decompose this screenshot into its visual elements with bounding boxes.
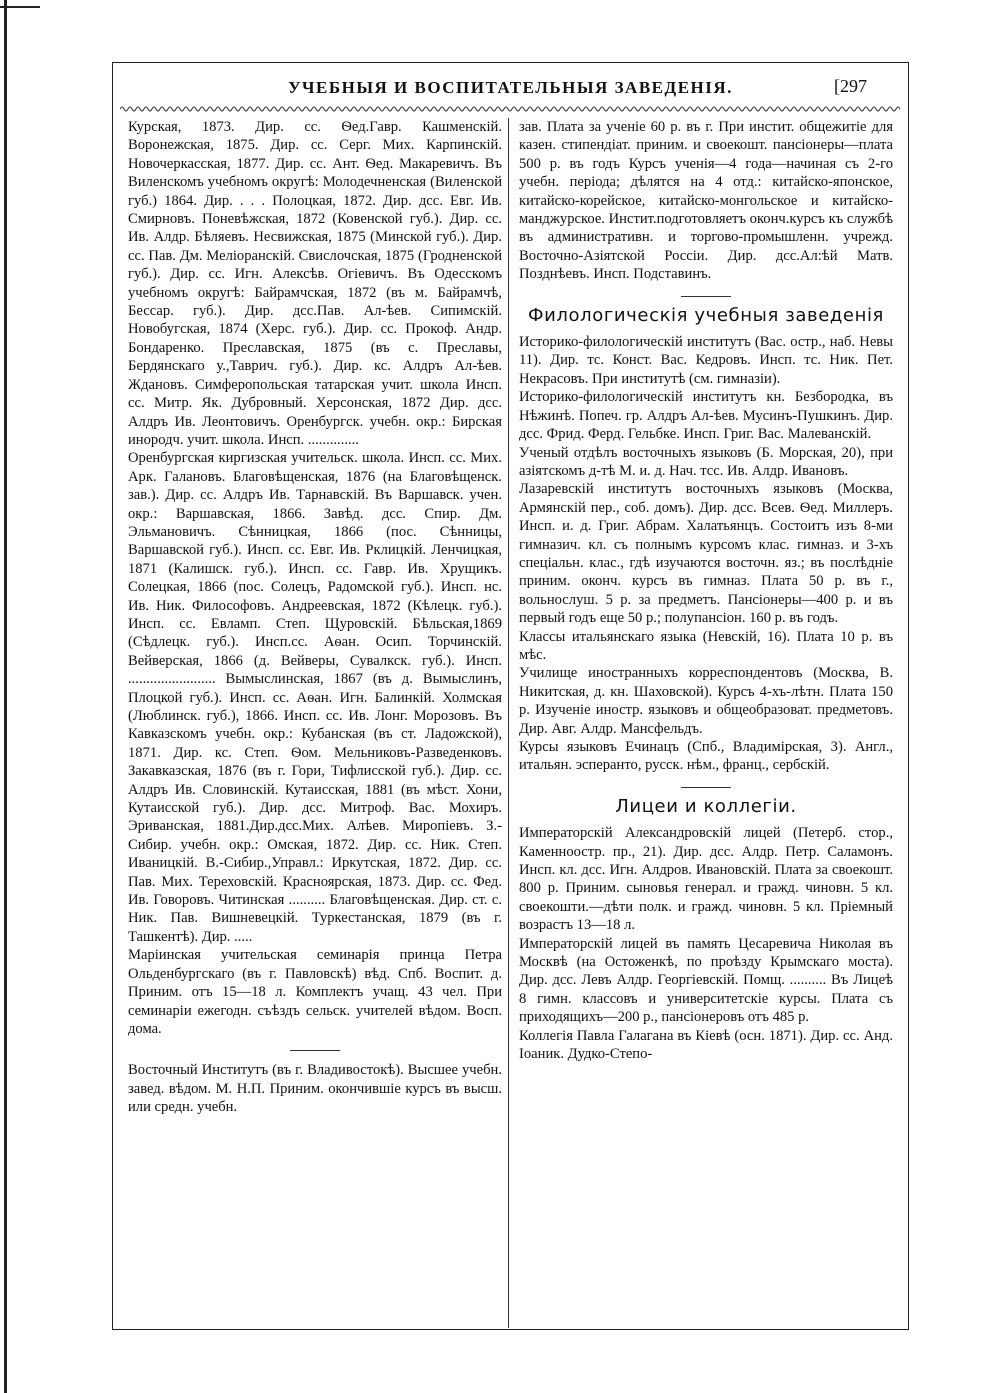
paragraph: Императорскій Александровскій лицей (Петерб. стор., Каменноостр. пр., 21). Дир. дсс. Алдр. Петр. Саламонъ. Инсп. кл. дсс. Игн. Алдров. Ивановскій. Плата за своекошт. 800 р. Приним. сыновья генерал. и гражд. чиновн. 5 кл. своекошти.—дѣти полк. и гражд. чиновн. 5 кл. Пріемный возрастъ 13—18 л. xyxy=(519,825,893,934)
entry xyxy=(519,333,893,388)
page-number: [297 xyxy=(834,76,867,96)
entry xyxy=(519,664,893,738)
paragraph: Историко-филологическій институтъ кн. Безбородка, въ Нѣжинѣ. Попеч. гр. Алдръ Ал-ѣев. Мусинъ-Пушкинъ. Дир. дсс. Фрид. Ферд. Гельбке. Инсп. Григ. Вас. Малеванскій. xyxy=(519,389,893,443)
paragraph: Курсы языковъ Ечинацъ (Спб., Владимірская, 3). Англ., итальян. эсперанто, русск. нѣм., франц., сербскій. xyxy=(519,739,893,774)
entry xyxy=(519,444,893,481)
scan-left-edge-rule xyxy=(4,0,7,1393)
text-block xyxy=(519,118,893,284)
running-title: УЧЕБНЫЯ И ВОСПИТАТЕЛЬНЫЯ ЗАВЕДЕНІЯ. xyxy=(288,78,733,97)
section-separator xyxy=(681,296,731,297)
paragraph: Курская, 1873. Дир. сс. Ѳед.Гавр. Кашменскій. Воронежская, 1875. Дир. сс. Серг. Мих. Карпинскій. Новочеркасская, 1877. Дир. сс. Ант. Ѳед. Макаревичъ. Въ Виленскомъ учебномъ округѣ: Молодечненская (Виленской губ.) 1864. Дир. . . . Полоцкая, 1872. Дир. дсс. Евг. Ив. Смирновъ. Поневѣжская, 1872 (Ковенской губ.). Дир. сс. Ив. Алдр. Бѣляевъ. Несвижская, 1875 (Минской губ.). Дир. сс. Пав. Дм. Меліоранскій. Свислочская, 1875 (Гродненской губ.). Дир. сс. Игн. Алексѣв. Огіевичъ. Въ Одесскомъ учебномъ округѣ: Байрамчская, 1872 (въ м. Байрамчѣ, Бессар. губ.). Дир. дсс.Пав. Ал-ѣев. Сипимскій. Новобугская, 1874 (Херс. губ.). Дир. сс. Прокоф. Андр. Бондаренко. Преславская, 1875 (въ с. Преславы, Бердянскаго у.,Таврич. губ.). Дир. кс. Алдръ Ал-ѣев. Ждановъ. Симферопольская татарская учит. школа Инсп. сс. Митр. Як. Дубровный. Херсонская, 1872 Дир. дсс. Алдръ Ив. Леонтовичъ. Оренбургск. учебн. окр.: Бирская инородч. учит. школа. Инсп. .............. xyxy=(128,119,502,448)
entry xyxy=(519,480,893,627)
entry xyxy=(519,628,893,665)
left-column xyxy=(128,118,502,1117)
scan-top-edge-rule xyxy=(0,6,40,8)
paragraph: Императорскій лицей въ память Цесаревича Николая въ Москвѣ (на Остоженкѣ, по проѣзду Крымскаго моста). Дир. дсс. Левъ Алдр. Георгіевскій. Помщ. .......... Въ Лицеѣ 8 гимн. классовъ и университетскіе курсы. Плата съ приходящихъ—200 р., пансіонеровъ отъ 485 р. xyxy=(519,935,893,1026)
section-heading-philology: Филологическія учебныя заведенія xyxy=(527,304,884,326)
paragraph: Историко-филологическій институтъ (Вас. остр., наб. Невы 11). Дир. тс. Конст. Вас. Кедровъ. Инсп. тс. Ник. Пет. Некрасовъ. При институтѣ (см. гимназіи). xyxy=(519,334,893,387)
paragraph: Оренбургская киргизская учительск. школа. Инсп. сс. Мих. Арк. Галановъ. Благовѣщенская, 1876 (на Благовѣщенск. зав.). Дир. сс. Алдръ Ив. Тарнавскій. Въ Варшавск. учен. окр.: Варшавская, 1866. Завѣд. дсс. Спир. Дм. Эльмановичъ. Сѣнницкая, 1866 (пос. Сѣнницы, Варшавской губ.). Инсп. сс. Евг. Ив. Рклицкій. Ленчицкая, 1871 (Калишск. губ.). Инсп. сс. Гавр. Ив. Хрущикъ. Солецкая, 1866 (пос. Солецъ, Радомской губ.). Инсп. нс. Ив. Ник. Философовъ. Андреевская, 1872 (Кѣлецк. губ.). Инсп. сс. Евламп. Степ. Щуровскій. Бѣльская,1869 (Сѣдлецк. губ.). Инсп.сс. Аѳан. Осип. Торчинскій. Вейверская, 1866 (д. Вейверы, Сувалкск. губ.). Инсп. ........................ Вымыслинская, 1867 (въ д. Вымыслинъ, Плоцкой губ.). Инсп. сс. Аѳан. Игн. Балинкій. Холмская (Люблинск. губ.), 1866. Инсп. сс. Ив. Лонг. Морозовъ. Въ Кавказскомъ учебн. окр.: Кубанская (въ ст. Ладожской), 1871. Дир. кс. Степ. Ѳом. Мельниковъ-Разведенковъ. Закавказская, 1876 (въ г. Гори, Тифлисской губ.). Дир. сс. Алдръ Ив. Словинскій. Кутаисская, 1881 (въ мѣст. Хони, Кутаисской губ.). Дир. дсс. Митроф. Вас. Мохиръ. Эриванская, 1881.Дир.дсс.Мих. Алѣев. Миропіевъ. З.-Сибир. учебн. окр.: Омская, 1872. Дир. сс. Ник. Степ. Иваницкій. В.-Сибир.,Управл.: Иркутская, 1872. Дир. сс. Пав. Мих. Тереховскій. Красноярская, 1873. Дир. сс. Фед. Ив. Говоровъ. Читинская .......... Благовѣщенская. Дир. ст. с. Ник. Пав. Вишневецкій. Туркестанская, 1879 (въ г. Ташкентѣ). Дир. ..... xyxy=(128,450,502,945)
entry xyxy=(519,388,893,443)
header-wavy-rule xyxy=(120,104,900,114)
entry xyxy=(519,824,893,934)
paragraph: Лазаревскій институтъ восточныхъ языковъ (Москва, Армянскій пер., соб. домъ). Дир. дсс. Всев. Ѳед. Миллеръ. Инсп. и. д. Григ. Абрам. Халатьянцъ. Состоитъ изъ 8-ми гимназич. кл. съ полнымъ курсомъ клас. гимназ. и 3-хъ спеціальн. клас., гдѣ изучаются восточн. яз.; въ послѣдніе приним. оконч. курсъ въ гимназ. Плата 50 р. въ г., вольнослуш. 5 р. за предметъ. Пансіонеры—400 р. и въ первый годъ еще 50 р.; полупансіон. 160 р. въ годъ. xyxy=(519,481,893,627)
section-heading-lycees: Лицеи и коллегіи. xyxy=(615,795,797,817)
paragraph: Училище иностранныхъ корреспондентовъ (Москва, В. Никитская, д. кн. Шаховской). Курсъ 4-хъ-лѣтн. Плата 150 р. Изученіе иностр. языковъ и общеобразоват. предметовъ. Дир. Авг. Алдр. Мансфельдъ. xyxy=(519,665,893,737)
entry xyxy=(519,738,893,775)
text-block xyxy=(128,1061,502,1116)
paragraph: зав. Плата за ученіе 60 р. въ г. При инстит. общежитіе для казен. стипендіат. приним. и своекошт. пансіонеры—плата 500 р. въ годъ Курсъ ученія—4 года—начиная съ 2-го учебн. періода; дѣлятся на 4 отд.: китайско-японское, китайско-корейское, китайско-монгольское и китайско-манджурское. Инстит.подготовляетъ оконч.курсъ къ службѣ въ административн. и торгово-промышленн. учрежд. Восточно-Азіятской Россіи. Дир. дсс.Ал:ѣй Матв. Позднѣевъ. Инсп. Подставинъ. xyxy=(519,119,893,283)
right-column xyxy=(519,118,893,1064)
text-block xyxy=(128,449,502,946)
paragraph: Маріинская учительская семинарія принца Петра Ольденбургскаго (въ г. Павловскѣ) вѣд. Спб. Воспит. д. Приним. отъ 15—18 л. Комплектъ учащ. 43 чел. При семинаріи ежегодн. съѣздъ сельск. учителей вѣдом. Восп. дома. xyxy=(128,947,502,1037)
entry xyxy=(519,935,893,1027)
section-separator xyxy=(290,1050,340,1051)
text-block xyxy=(128,118,502,449)
entry xyxy=(519,1027,893,1064)
paragraph: Восточный Институтъ (въ г. Владивостокѣ). Высшее учебн. завед. вѣдом. М. Н.П. Приним. окончившіе курсъ въ высш. или средн. учебн. xyxy=(128,1062,502,1116)
section-separator xyxy=(681,787,731,788)
paragraph: Классы итальянскаго языка (Невскій, 16). Плата 10 р. въ мѣс. xyxy=(519,628,893,663)
paragraph: Ученый отдѣлъ восточныхъ языковъ (Б. Морская, 20), при азіятскомъ д-тѣ М. и. д. Нач. тсс. Ив. Алдр. Ивановъ. xyxy=(519,444,893,479)
column-divider xyxy=(508,118,509,1328)
text-block xyxy=(128,946,502,1038)
paragraph: Коллегія Павла Галагана въ Кіевѣ (осн. 1871). Дир. сс. Анд. Іоаник. Дудко-Степо- xyxy=(519,1027,893,1063)
